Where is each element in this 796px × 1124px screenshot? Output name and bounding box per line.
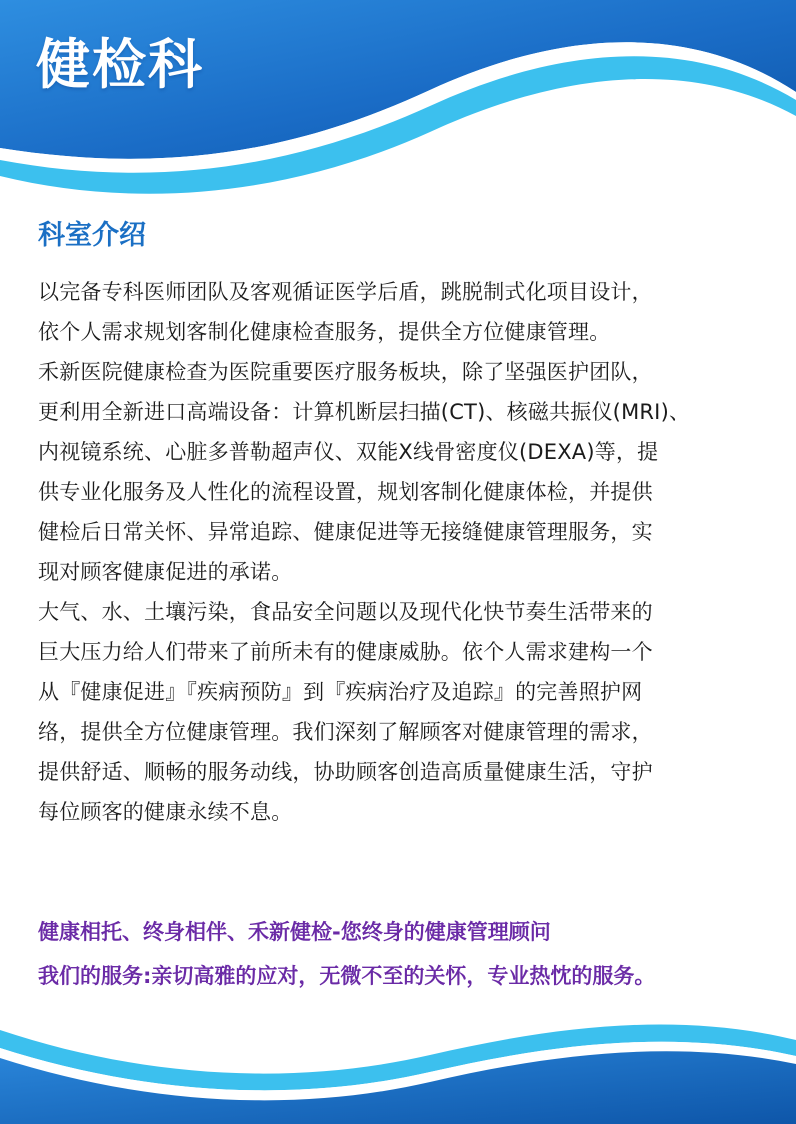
slogan-block [38, 910, 655, 998]
header-wave-banner [0, 0, 796, 210]
intro-text-block [38, 272, 778, 832]
body-line: 更利用全新进口高端设备：计算机断层扫描(CT)、核磁共振仪(MRI)、 [38, 400, 691, 424]
body-line: 健检后日常关怀、异常追踪、健康促进等无接缝健康管理服务，实 [38, 520, 653, 544]
body-line: 依个人需求规划客制化健康检查服务，提供全方位健康管理。 [38, 320, 611, 344]
section-title: 科室介绍 [38, 220, 146, 251]
page-title: 健检科 [36, 33, 204, 96]
body-line: 络，提供全方位健康管理。我们深刻了解顾客对健康管理的需求， [38, 720, 653, 744]
body-line: 每位顾客的健康永续不息。 [38, 800, 293, 824]
body-line: 以完备专科医师团队及客观循证医学后盾，跳脱制式化项目设计， [38, 280, 653, 304]
body-line: 现对顾客健康促进的承诺。 [38, 560, 293, 584]
body-line: 巨大压力给人们带来了前所未有的健康威胁。依个人需求建构一个 [38, 640, 653, 664]
body-line: 大气、水、土壤污染，食品安全问题以及现代化快节奏生活带来的 [38, 600, 653, 624]
footer-wave-banner [0, 1000, 796, 1124]
body-line: 禾新医院健康检查为医院重要医疗服务板块，除了坚强医护团队， [38, 360, 653, 384]
body-line: 内视镜系统、心脏多普勒超声仪、双能X线骨密度仪(DEXA)等，提 [38, 440, 659, 464]
body-line: 从『健康促进』『疾病预防』到『疾病治疗及追踪』的完善照护网 [38, 680, 643, 704]
body-line: 供专业化服务及人性化的流程设置，规划客制化健康体检，并提供 [38, 480, 653, 504]
slogan-service: 我们的服务:亲切高雅的应对，无微不至的关怀，专业热忱的服务。 [38, 964, 656, 988]
slogan-motto: 健康相托、终身相伴、禾新健检-您终身的健康管理顾问 [38, 920, 551, 944]
body-line: 提供舒适、顺畅的服务动线，协助顾客创造高质量健康生活，守护 [38, 760, 653, 784]
